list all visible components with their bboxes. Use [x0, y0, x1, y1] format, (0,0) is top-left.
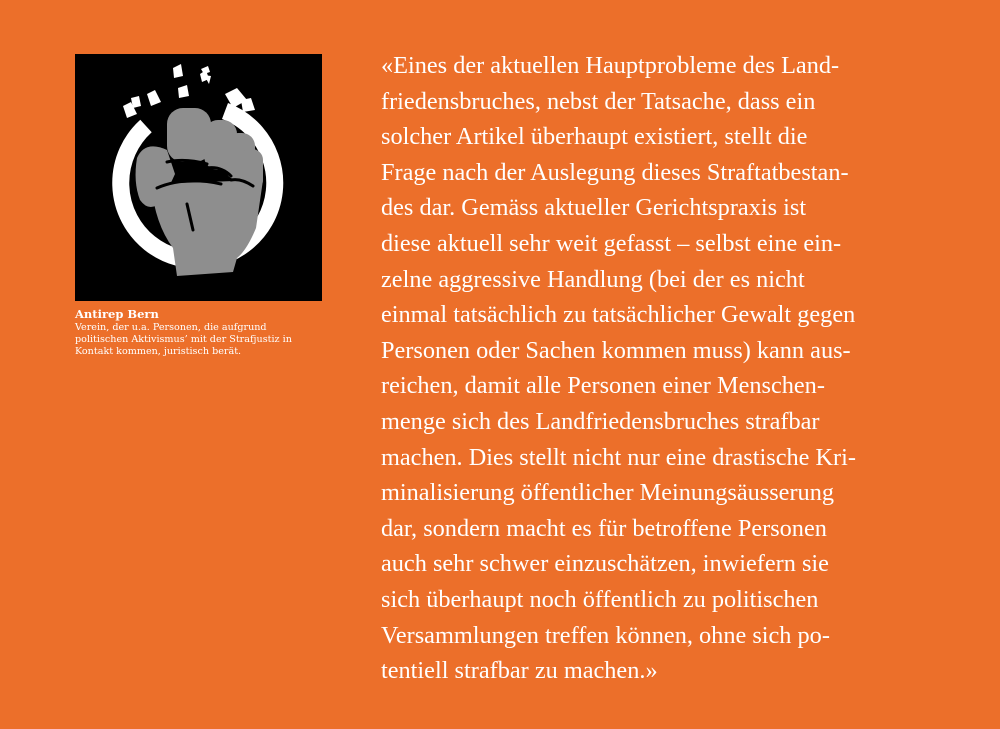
- caption-line: politischen Aktivismus’ mit der Strafjustiz in: [75, 334, 292, 346]
- caption-line: Kontakt kommen, juristisch berät.: [75, 346, 242, 358]
- quote-line: solcher Artikel überhaupt existiert, stellt die: [381, 123, 808, 151]
- caption-title: Antirep Bern: [75, 307, 159, 321]
- quote-line: «Eines der aktuellen Hauptprobleme des Land-: [381, 52, 840, 79]
- quote-line: tentiell strafbar zu machen.»: [381, 657, 658, 685]
- quote-line: dar, sondern macht es für betroffene Personen: [381, 514, 827, 542]
- quote-line: menge sich des Landfriedensbruches strafbar: [381, 407, 820, 435]
- quote-line: Frage nach der Auslegung dieses Straftatbestan-: [381, 158, 849, 186]
- quote-line: Personen oder Sachen kommen muss) kann aus-: [381, 336, 851, 364]
- antirep-logo: [75, 54, 322, 301]
- quote-line: friedensbruches, nebst der Tatsache, dass ein: [381, 87, 816, 115]
- caption-description: [75, 322, 325, 359]
- quote-line: Versammlungen treffen können, ohne sich po-: [381, 621, 830, 649]
- quote-line: sich überhaupt noch öffentlich zu politischen: [381, 585, 819, 613]
- caption-line: Verein, der u.a. Personen, die aufgrund: [75, 322, 267, 333]
- quote-line: auch sehr schwer einzuschätzen, inwiefern sie: [381, 550, 829, 578]
- quote-text: [381, 48, 981, 689]
- quote-line: minalisierung öffentlicher Meinungsäusserung: [381, 479, 834, 507]
- quote-line: diese aktuell sehr weit gefasst – selbst eine ein-: [381, 229, 842, 257]
- quote-line: zelne aggressive Handlung (bei der es nicht: [381, 265, 805, 293]
- quote-line: reichen, damit alle Personen einer Menschen-: [381, 372, 825, 400]
- quote-line: einmal tatsächlich zu tatsächlicher Gewalt gegen: [381, 301, 856, 329]
- quote-line: machen. Dies stellt nicht nur eine drastische Kri-: [381, 443, 856, 471]
- raised-fist-icon: [75, 54, 322, 301]
- logo-caption: [75, 307, 325, 359]
- quote-line: des dar. Gemäss aktueller Gerichtspraxis ist: [381, 194, 807, 222]
